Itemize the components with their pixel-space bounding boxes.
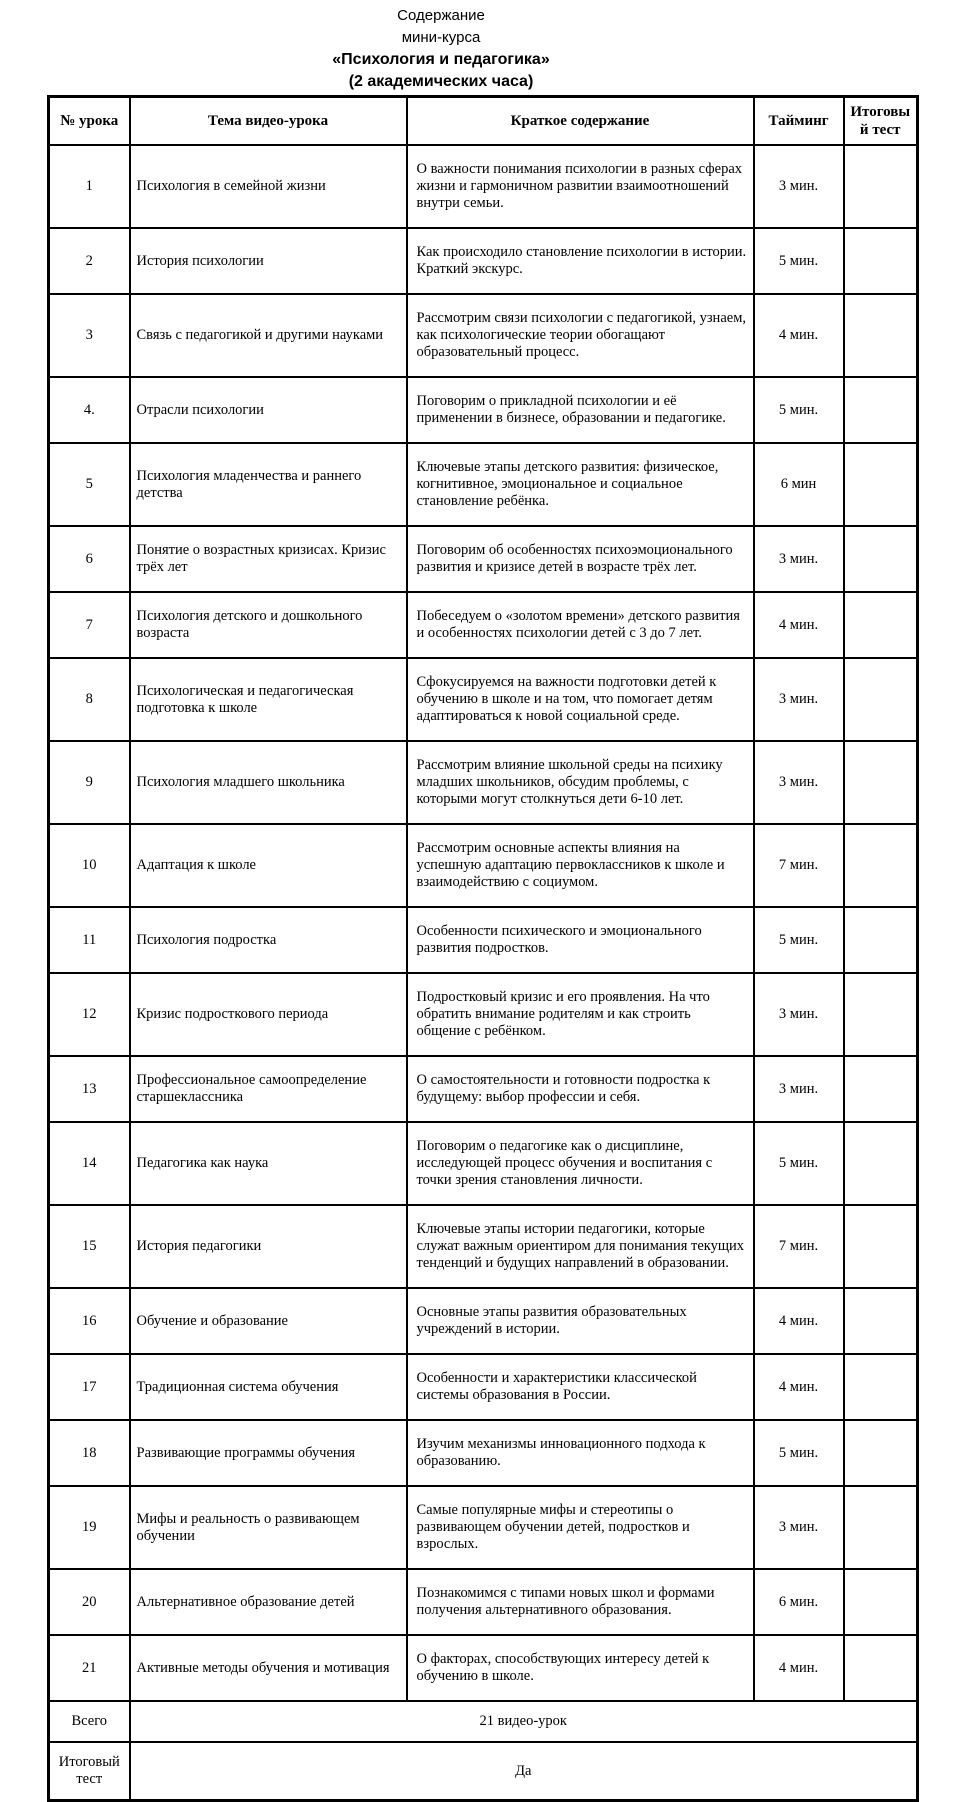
lesson-row xyxy=(49,526,918,592)
lesson-timing-cell: 7 мин. xyxy=(754,1205,844,1288)
lesson-summary-cell: Побеседуем о «золотом времени» детского развития и особенностях психологии детей с 3 до 7 лет. xyxy=(407,592,754,658)
total-row-label: Итоговый тест xyxy=(49,1742,130,1801)
lesson-timing-cell: 5 мин. xyxy=(754,1420,844,1486)
lesson-summary-cell: Особенности и характеристики классической системы образования в России. xyxy=(407,1354,754,1420)
lesson-number-cell: 6 xyxy=(49,526,130,592)
lesson-timing-cell: 4 мин. xyxy=(754,1288,844,1354)
lesson-test-cell xyxy=(844,294,918,377)
lesson-summary-cell: Ключевые этапы истории педагогики, которые служат важным ориентиром для понимания текущих тенденций и будущих направлений в образовании. xyxy=(407,1205,754,1288)
title-line-course-name: «Психология и педагогика» xyxy=(332,51,550,68)
lesson-test-cell xyxy=(844,1288,918,1354)
lesson-topic-cell: Педагогика как наука xyxy=(130,1122,407,1205)
lesson-summary-cell: О самостоятельности и готовности подростка к будущему: выбор профессии и себя. xyxy=(407,1056,754,1122)
lesson-summary-cell: Рассмотрим основные аспекты влияния на успешную адаптацию первоклассников к школе и взаимодействию с социумом. xyxy=(407,824,754,907)
lesson-summary-cell: Ключевые этапы детского развития: физическое, когнитивное, эмоциональное и социальное становление ребёнка. xyxy=(407,443,754,526)
lesson-number-cell: 4. xyxy=(49,377,130,443)
lesson-test-cell xyxy=(844,1056,918,1122)
lesson-summary-cell: Подростковый кризис и его проявления. На что обратить внимание родителям и как строить общение с ребёнком. xyxy=(407,973,754,1056)
lesson-topic-cell: Психология подростка xyxy=(130,907,407,973)
lesson-row xyxy=(49,443,918,526)
lesson-row xyxy=(49,658,918,741)
lesson-timing-cell: 3 мин. xyxy=(754,658,844,741)
lesson-number-cell: 14 xyxy=(49,1122,130,1205)
lesson-topic-cell: Понятие о возрастных кризисах. Кризис трёх лет xyxy=(130,526,407,592)
lesson-number-cell: 20 xyxy=(49,1569,130,1635)
lesson-topic-cell: Обучение и образование xyxy=(130,1288,407,1354)
total-row xyxy=(49,1701,918,1742)
lesson-topic-cell: Психология детского и дошкольного возраста xyxy=(130,592,407,658)
lesson-topic-cell: Связь с педагогикой и другими науками xyxy=(130,294,407,377)
lesson-number-cell: 16 xyxy=(49,1288,130,1354)
lesson-topic-cell: Активные методы обучения и мотивация xyxy=(130,1635,407,1701)
lesson-summary-cell: О важности понимания психологии в разных сферах жизни и гармоничном развитии взаимоотношений внутри семьи. xyxy=(407,145,754,228)
lesson-timing-cell: 3 мин. xyxy=(754,145,844,228)
lesson-summary-cell: Поговорим о педагогике как о дисциплине, исследующей процесс обучения и воспитания с точки зрения становления личности. xyxy=(407,1122,754,1205)
lesson-row xyxy=(49,377,918,443)
lesson-topic-cell: Психология младшего школьника xyxy=(130,741,407,824)
lesson-test-cell xyxy=(844,145,918,228)
lesson-row xyxy=(49,1122,918,1205)
lesson-number-cell: 10 xyxy=(49,824,130,907)
lesson-row xyxy=(49,1056,918,1122)
lesson-test-cell xyxy=(844,1205,918,1288)
lesson-number-cell: 19 xyxy=(49,1486,130,1569)
lesson-topic-cell: История педагогики xyxy=(130,1205,407,1288)
lesson-summary-cell: Основные этапы развития образовательных учреждений в истории. xyxy=(407,1288,754,1354)
lesson-timing-cell: 5 мин. xyxy=(754,907,844,973)
lesson-timing-cell: 3 мин. xyxy=(754,1486,844,1569)
lesson-row xyxy=(49,228,918,294)
lesson-summary-cell: О факторах, способствующих интересу детей к обучению в школе. xyxy=(407,1635,754,1701)
lesson-topic-cell: Кризис подросткового периода xyxy=(130,973,407,1056)
lesson-topic-cell: Традиционная система обучения xyxy=(130,1354,407,1420)
lesson-timing-cell: 3 мин. xyxy=(754,973,844,1056)
title-line-minicourse: мини-курса xyxy=(401,29,481,46)
lesson-timing-cell: 5 мин. xyxy=(754,228,844,294)
total-row-label: Всего xyxy=(49,1701,130,1742)
lesson-row xyxy=(49,973,918,1056)
lesson-number-cell: 21 xyxy=(49,1635,130,1701)
lesson-topic-cell: Альтернативное образование детей xyxy=(130,1569,407,1635)
lesson-topic-cell: Психология младенчества и раннего детства xyxy=(130,443,407,526)
lesson-number-cell: 18 xyxy=(49,1420,130,1486)
lesson-timing-cell: 5 мин. xyxy=(754,1122,844,1205)
lesson-number-cell: 8 xyxy=(49,658,130,741)
lesson-test-cell xyxy=(844,1635,918,1701)
lesson-number-cell: 5 xyxy=(49,443,130,526)
lesson-number-cell: 11 xyxy=(49,907,130,973)
lesson-summary-cell: Как происходило становление психологии в истории. Краткий экскурс. xyxy=(407,228,754,294)
lesson-timing-cell: 3 мин. xyxy=(754,526,844,592)
lesson-row xyxy=(49,907,918,973)
lesson-topic-cell: История психологии xyxy=(130,228,407,294)
lesson-number-cell: 1 xyxy=(49,145,130,228)
lesson-test-cell xyxy=(844,377,918,443)
lesson-summary-cell: Изучим механизмы инновационного подхода к образованию. xyxy=(407,1420,754,1486)
lesson-test-cell xyxy=(844,741,918,824)
lesson-row xyxy=(49,592,918,658)
col-header-summary: Краткое содержание xyxy=(407,97,754,146)
lesson-row xyxy=(49,1205,918,1288)
lesson-test-cell xyxy=(844,1354,918,1420)
total-row-value: Да xyxy=(130,1742,918,1801)
lesson-test-cell xyxy=(844,592,918,658)
lesson-timing-cell: 3 мин. xyxy=(754,1056,844,1122)
lesson-summary-cell: Рассмотрим связи психологии с педагогикой, узнаем, как психологические теории обогащают образовательный процесс. xyxy=(407,294,754,377)
lesson-test-cell xyxy=(844,973,918,1056)
lesson-row xyxy=(49,294,918,377)
col-header-final-test: Итоговый тест xyxy=(844,97,918,146)
lesson-row xyxy=(49,824,918,907)
lesson-topic-cell: Психологическая и педагогическая подготовка к школе xyxy=(130,658,407,741)
lesson-summary-cell: Сфокусируемся на важности подготовки детей к обучению в школе и на том, что помогает детям адаптироваться к новой социальной среде. xyxy=(407,658,754,741)
title-line-hours: (2 академических часа) xyxy=(348,73,534,90)
lesson-number-cell: 15 xyxy=(49,1205,130,1288)
col-header-timing: Тайминг xyxy=(754,97,844,146)
lesson-row xyxy=(49,741,918,824)
title-line-contents: Содержание xyxy=(397,7,485,24)
lesson-number-cell: 2 xyxy=(49,228,130,294)
course-contents-table xyxy=(47,95,919,1802)
lesson-timing-cell: 7 мин. xyxy=(754,824,844,907)
lesson-row xyxy=(49,1486,918,1569)
lesson-summary-cell: Познакомимся с типами новых школ и формами получения альтернативного образования. xyxy=(407,1569,754,1635)
lesson-topic-cell: Мифы и реальность о развивающем обучении xyxy=(130,1486,407,1569)
lesson-row xyxy=(49,1420,918,1486)
lesson-row xyxy=(49,145,918,228)
header-row xyxy=(49,97,918,146)
lesson-summary-cell: Поговорим о прикладной психологии и её применении в бизнесе, образовании и педагогике. xyxy=(407,377,754,443)
lesson-number-cell: 13 xyxy=(49,1056,130,1122)
lesson-number-cell: 12 xyxy=(49,973,130,1056)
lesson-summary-cell: Поговорим об особенностях психоэмоционального развития и кризисе детей в возрасте трёх лет. xyxy=(407,526,754,592)
lesson-row xyxy=(49,1354,918,1420)
lesson-row xyxy=(49,1288,918,1354)
total-row xyxy=(49,1742,918,1801)
lesson-test-cell xyxy=(844,658,918,741)
lesson-topic-cell: Развивающие программы обучения xyxy=(130,1420,407,1486)
lesson-timing-cell: 3 мин. xyxy=(754,741,844,824)
lesson-number-cell: 7 xyxy=(49,592,130,658)
lesson-test-cell xyxy=(844,443,918,526)
col-header-lesson-number: № урока xyxy=(49,97,130,146)
lesson-summary-cell: Особенности психического и эмоционального развития подростков. xyxy=(407,907,754,973)
lesson-timing-cell: 5 мин. xyxy=(754,377,844,443)
document-title xyxy=(0,0,882,93)
lesson-timing-cell: 4 мин. xyxy=(754,294,844,377)
lesson-topic-cell: Профессиональное самоопределение старшеклассника xyxy=(130,1056,407,1122)
lesson-timing-cell: 4 мин. xyxy=(754,1635,844,1701)
lesson-test-cell xyxy=(844,907,918,973)
lesson-test-cell xyxy=(844,1420,918,1486)
lesson-row xyxy=(49,1635,918,1701)
lesson-timing-cell: 6 мин xyxy=(754,443,844,526)
lesson-timing-cell: 4 мин. xyxy=(754,592,844,658)
lesson-timing-cell: 6 мин. xyxy=(754,1569,844,1635)
lesson-test-cell xyxy=(844,1122,918,1205)
lesson-row xyxy=(49,1569,918,1635)
lesson-test-cell xyxy=(844,824,918,907)
total-row-value: 21 видео-урок xyxy=(130,1701,918,1742)
lesson-topic-cell: Отрасли психологии xyxy=(130,377,407,443)
lesson-test-cell xyxy=(844,1486,918,1569)
lesson-number-cell: 9 xyxy=(49,741,130,824)
lesson-test-cell xyxy=(844,228,918,294)
col-header-topic: Тема видео-урока xyxy=(130,97,407,146)
lesson-summary-cell: Рассмотрим влияние школьной среды на психику младших школьников, обсудим проблемы, с которыми могут столкнуться дети 6-10 лет. xyxy=(407,741,754,824)
lesson-summary-cell: Самые популярные мифы и стереотипы о развивающем обучении детей, подростков и взрослых. xyxy=(407,1486,754,1569)
lesson-topic-cell: Психология в семейной жизни xyxy=(130,145,407,228)
lesson-topic-cell: Адаптация к школе xyxy=(130,824,407,907)
lesson-test-cell xyxy=(844,526,918,592)
lesson-number-cell: 17 xyxy=(49,1354,130,1420)
lesson-number-cell: 3 xyxy=(49,294,130,377)
lesson-test-cell xyxy=(844,1569,918,1635)
lesson-timing-cell: 4 мин. xyxy=(754,1354,844,1420)
